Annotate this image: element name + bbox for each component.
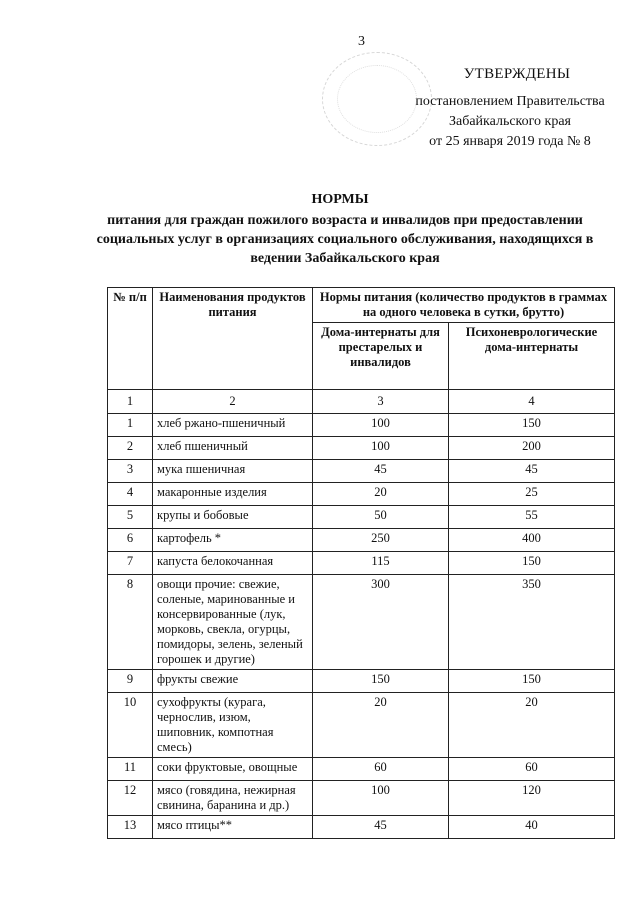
header-col-a: Дома-интернаты для престарелых и инвалидов [313,323,449,390]
product-name: овощи прочие: свежие, соленые, маринованные и консервированные (лук, морковь, свекла, огурцы, помидоры, зелень, зеленый горошек и другие) [153,575,313,670]
table-row [108,693,615,758]
row-number: 5 [108,506,153,529]
table-row [108,483,615,506]
row-number: 2 [108,437,153,460]
norm-psychoneuro-home: 120 [449,781,615,816]
table-row [108,670,615,693]
row-number: 6 [108,529,153,552]
header-name: Наименования продуктов питания [153,288,313,390]
column-number: 2 [153,390,313,414]
row-number: 9 [108,670,153,693]
product-name: мясо (говядина, нежирная свинина, баранина и др.) [153,781,313,816]
row-number: 13 [108,816,153,839]
row-number: 3 [108,460,153,483]
column-number: 1 [108,390,153,414]
norm-psychoneuro-home: 45 [449,460,615,483]
product-name: сухофрукты (курага, чернослив, изюм, шиповник, компотная смесь) [153,693,313,758]
norm-nursing-home: 50 [313,506,449,529]
norm-nursing-home: 60 [313,758,449,781]
approval-line-3: от 25 января 2019 года № 8 [429,134,591,149]
table-row [108,781,615,816]
norm-psychoneuro-home: 150 [449,414,615,437]
norm-nursing-home: 45 [313,460,449,483]
table-row [108,460,615,483]
table-row [108,506,615,529]
table-row [108,575,615,670]
product-name: соки фруктовые, овощные [153,758,313,781]
norm-psychoneuro-home: 20 [449,693,615,758]
norm-nursing-home: 250 [313,529,449,552]
row-number: 11 [108,758,153,781]
norm-nursing-home: 100 [313,781,449,816]
norm-psychoneuro-home: 150 [449,670,615,693]
product-name: хлеб пшеничный [153,437,313,460]
norm-nursing-home: 100 [313,437,449,460]
column-number: 3 [313,390,449,414]
approval-line-2: Забайкальского края [448,114,571,129]
row-number: 12 [108,781,153,816]
table-row [108,529,615,552]
product-name: фрукты свежие [153,670,313,693]
approval-heading: УТВЕРЖДЕНЫ [463,66,571,82]
product-name: капуста белокочанная [153,552,313,575]
approval-line-1: постановлением Правительства [415,94,605,109]
norm-psychoneuro-home: 200 [449,437,615,460]
row-number: 10 [108,693,153,758]
row-number: 4 [108,483,153,506]
column-number: 4 [449,390,615,414]
page-number: 3 [358,34,365,49]
norm-nursing-home: 115 [313,552,449,575]
norm-psychoneuro-home: 25 [449,483,615,506]
table-row [108,816,615,839]
header-num: № п/п [108,288,153,390]
norm-nursing-home: 100 [313,414,449,437]
header-norms: Нормы питания (количество продуктов в граммах на одного человека в сутки, брутто) [313,288,615,323]
row-number: 8 [108,575,153,670]
row-number: 7 [108,552,153,575]
document-title: НОРМЫ [311,192,369,207]
column-number-row [108,390,615,414]
table-row [108,414,615,437]
norm-nursing-home: 45 [313,816,449,839]
product-name: хлеб ржано-пшеничный [153,414,313,437]
norm-psychoneuro-home: 400 [449,529,615,552]
norm-psychoneuro-home: 150 [449,552,615,575]
norm-nursing-home: 300 [313,575,449,670]
product-name: крупы и бобовые [153,506,313,529]
approval-block [395,64,625,152]
product-name: мясо птицы** [153,816,313,839]
row-number: 1 [108,414,153,437]
norm-nursing-home: 20 [313,483,449,506]
norm-psychoneuro-home: 55 [449,506,615,529]
table-row [108,437,615,460]
norm-nursing-home: 20 [313,693,449,758]
document-subtitle: питания для граждан пожилого возраста и инвалидов при предоставлении социальных услуг в организациях социального обслуживания, находящихся в ведении Забайкальского края [96,213,594,266]
norms-table [107,287,615,839]
norm-psychoneuro-home: 350 [449,575,615,670]
norm-nursing-home: 150 [313,670,449,693]
table-row [108,552,615,575]
header-col-b: Психоневрологические дома-интернаты [449,323,615,390]
product-name: картофель * [153,529,313,552]
product-name: мука пшеничная [153,460,313,483]
table-body [108,390,615,839]
product-name: макаронные изделия [153,483,313,506]
norm-psychoneuro-home: 40 [449,816,615,839]
norm-psychoneuro-home: 60 [449,758,615,781]
table-row [108,758,615,781]
